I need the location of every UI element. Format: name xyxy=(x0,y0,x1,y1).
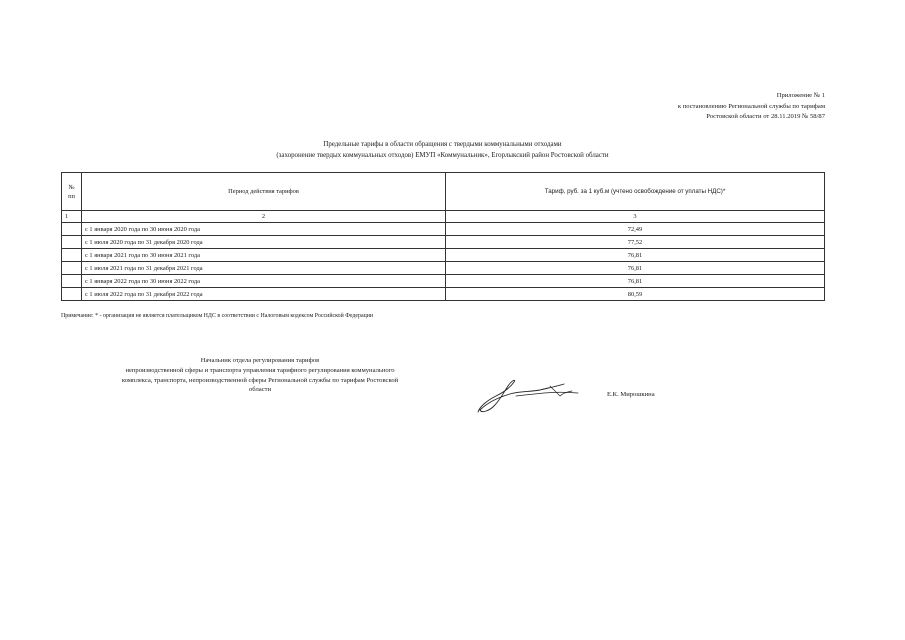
header-number xyxy=(62,173,82,211)
appendix-line-3: Ростовской области от 28.11.2019 № 58/87 xyxy=(706,113,825,120)
period-cell: с 1 июля 2020 года по 31 декабря 2020 года xyxy=(82,236,446,249)
row-number-cell xyxy=(62,275,82,288)
signatory-line-1: Начальник отдела регулирования тарифов xyxy=(200,357,320,364)
row-number-cell xyxy=(62,262,82,275)
appendix-line-1: Приложение № 1 xyxy=(776,92,825,99)
table-row xyxy=(62,236,825,249)
table-row xyxy=(62,223,825,236)
signatory-position xyxy=(60,356,460,395)
period-cell: с 1 января 2022 года по 30 июня 2022 года xyxy=(82,275,446,288)
title-line-1: Предельные тарифы в области обращения с твердыми коммунальными отходами xyxy=(323,141,562,148)
appendix-block xyxy=(678,91,825,123)
rate-cell: 77,52 xyxy=(446,236,825,249)
title-line-2: (захоронение твердых коммунальных отходов) ЕМУП «Коммунальник», Егорлыкский район Ростовской области xyxy=(276,151,609,159)
header-rate: Тариф, руб. за 1 куб.м (учтено освобождение от уплаты НДС)* xyxy=(446,173,825,211)
signatory-line-3: комплекса, транспорта, непроизводственной сферы Региональной службы по тарифам Ростовской xyxy=(121,376,399,384)
tariff-table xyxy=(61,172,825,301)
appendix-line-2: к постановлению Региональной службы по тарифам xyxy=(677,102,825,110)
column-number-1: 1 xyxy=(62,211,82,223)
row-number-cell xyxy=(62,249,82,262)
table-row xyxy=(62,249,825,262)
period-cell: с 1 января 2021 года по 30 июня 2021 года xyxy=(82,249,446,262)
rate-cell: 76,81 xyxy=(446,249,825,262)
table-row xyxy=(62,275,825,288)
row-number-cell xyxy=(62,288,82,301)
period-cell: с 1 июля 2022 года по 31 декабря 2022 года xyxy=(82,288,446,301)
rate-cell: 76,81 xyxy=(446,262,825,275)
row-number-cell xyxy=(62,223,82,236)
signatory-line-2: непроизводственной сферы и транспорта управления тарифного регулирования коммунального xyxy=(125,366,395,374)
column-number-2: 2 xyxy=(82,211,446,223)
table-row xyxy=(62,262,825,275)
table-header-row xyxy=(62,173,825,211)
handwritten-signature xyxy=(474,374,584,416)
document-title xyxy=(150,140,735,161)
rate-cell: 72,49 xyxy=(446,223,825,236)
signatory-line-4: области xyxy=(248,386,272,394)
column-number-row xyxy=(62,211,825,223)
period-cell: с 1 июля 2021 года по 31 декабря 2021 года xyxy=(82,262,446,275)
header-period: Период действия тарифов xyxy=(82,173,446,211)
rate-cell: 80,59 xyxy=(446,288,825,301)
header-number-sub: пп xyxy=(68,192,75,200)
header-number-sign: № xyxy=(68,183,75,191)
row-number-cell xyxy=(62,236,82,249)
rate-cell: 76,81 xyxy=(446,275,825,288)
column-number-3: 3 xyxy=(446,211,825,223)
signatory-name: Е.К. Мирошкина xyxy=(607,391,655,398)
table-row xyxy=(62,288,825,301)
period-cell: с 1 января 2020 года по 30 июня 2020 года xyxy=(82,223,446,236)
footnote: Примечание: * - организация не является плательщиком НДС в соответствии с Налоговым кодексом Российской Федерации xyxy=(61,313,374,319)
